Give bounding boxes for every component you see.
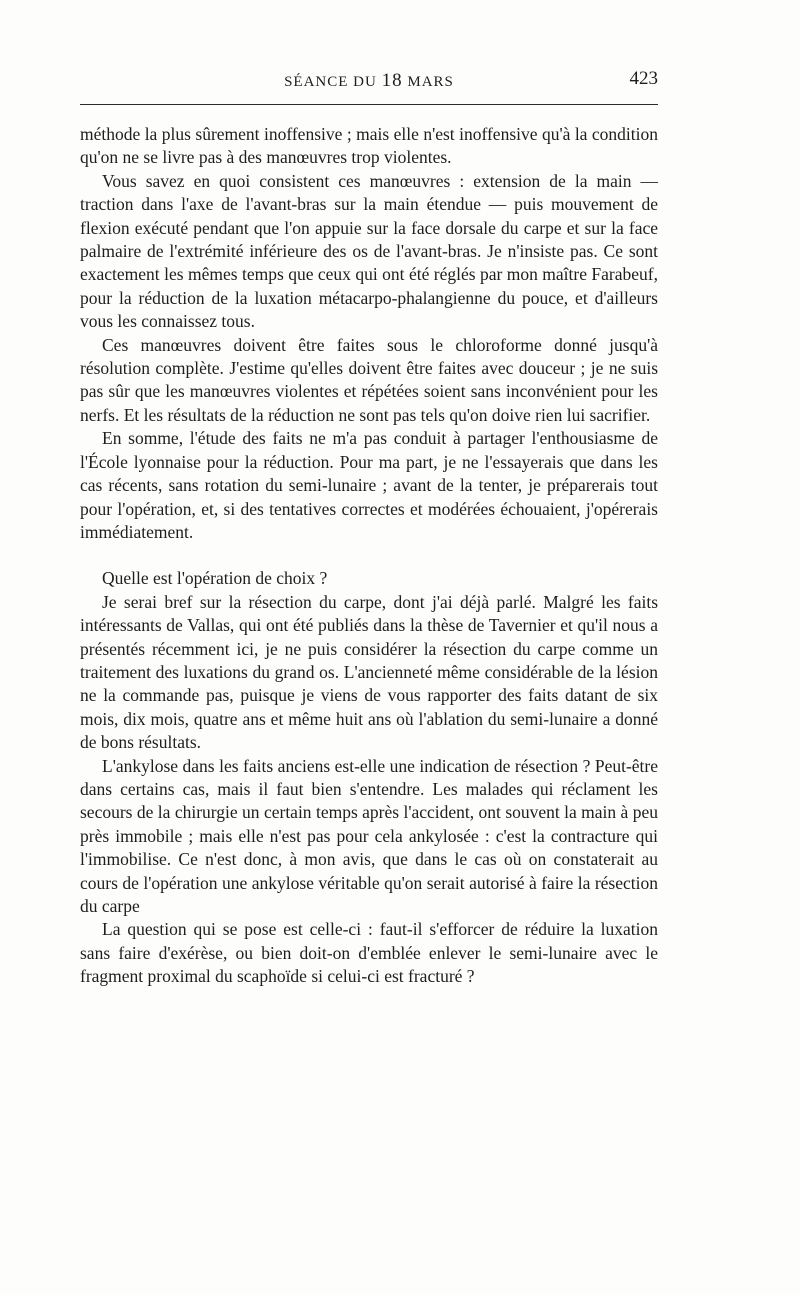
- running-head-prefix: SÉANCE DU: [284, 74, 382, 90]
- running-head: [80, 70, 658, 92]
- running-head-month: MARS: [402, 74, 454, 90]
- page-header: [80, 70, 658, 100]
- running-head-day: 18: [381, 70, 403, 91]
- body-text: [80, 123, 658, 989]
- paragraph: En somme, l'étude des faits ne m'a pas conduit à partager l'enthousiasme de l'École lyonnaise pour la réduction. Pour ma part, je ne l'essayerais que dans les cas récents, sans rotation du semi-lunaire ; avant de la tenter, je préparerais tout pour l'opération, et, si des tentatives correctes et modérées échouaient, j'opérerais immédiatement.: [80, 428, 658, 542]
- paragraph: Ces manœuvres doivent être faites sous le chloroforme donné jusqu'à résolution complète. J'estime qu'elles doivent être faites avec douceur ; je ne suis pas sûr que les manœuvres violentes et répétées soient sans inconvénient pour les nerfs. Et les résultats de la réduction ne sont pas tels qu'on doive rien lui sacrifier.: [80, 334, 658, 425]
- paragraph: L'ankylose dans les faits anciens est-elle une indication de résection ? Peut-être dans certains cas, mais il faut bien s'entendre. Les malades qui réclament les secours de la chirurgie un certain temps après l'accident, ont souvent la main à peu près immobile ; mais elle n'est pas pour cela ankylosée : c'est la contracture qui l'immobilise. Ce n'est donc, à mon avis, que dans le cas où on constaterait au cours de l'opération une ankylose véritable qu'on serait autorisé à faire la résection du carpe: [80, 755, 658, 916]
- section-question: Quelle est l'opération de choix ?: [102, 568, 328, 589]
- paragraph-continuation: méthode la plus sûrement inoffensive ; mais elle n'est inoffensive qu'à la condition qu'on ne se livre pas à des manœuvres trop violentes.: [80, 124, 658, 168]
- paragraph: Vous savez en quoi consistent ces manœuvres : extension de la main — traction dans l'axe de l'avant-bras sur la main étendue — puis mouvement de flexion exécuté pendant que l'on appuie sur la face dorsale du carpe et sur la face palmaire de l'extrémité inférieure des os de l'avant-bras. Je n'insiste pas. Ce sont exactement les mêmes temps que ceux qui ont été réglés par mon maître Farabeuf, pour la réduction de la luxation métacarpo-phalangienne du pouce, et d'ailleurs vous les connaissez tous.: [80, 170, 658, 332]
- page-number: 423: [629, 68, 658, 89]
- paragraph: Je serai bref sur la résection du carpe, dont j'ai déjà parlé. Malgré les faits intéressants de Vallas, qui ont été publiés dans la thèse de Tavernier et qu'il nous a présentés récemment ici, je ne puis considérer la résection du carpe comme un traitement des luxations du grand os. L'ancienneté même considérable de la lésion ne la commande pas, puisque je viens de vous rapporter des faits datant de six mois, dix mois, quatre ans et même huit ans où l'ablation du semi-lunaire a donné de bons résultats.: [80, 591, 658, 753]
- header-rule: [80, 104, 658, 105]
- paragraph: La question qui se pose est celle-ci : faut-il s'efforcer de réduire la luxation sans faire d'exérèse, ou bien doit-on d'emblée enlever le semi-lunaire avec le fragment proximal du scaphoïde si celui-ci est fracturé ?: [80, 919, 658, 987]
